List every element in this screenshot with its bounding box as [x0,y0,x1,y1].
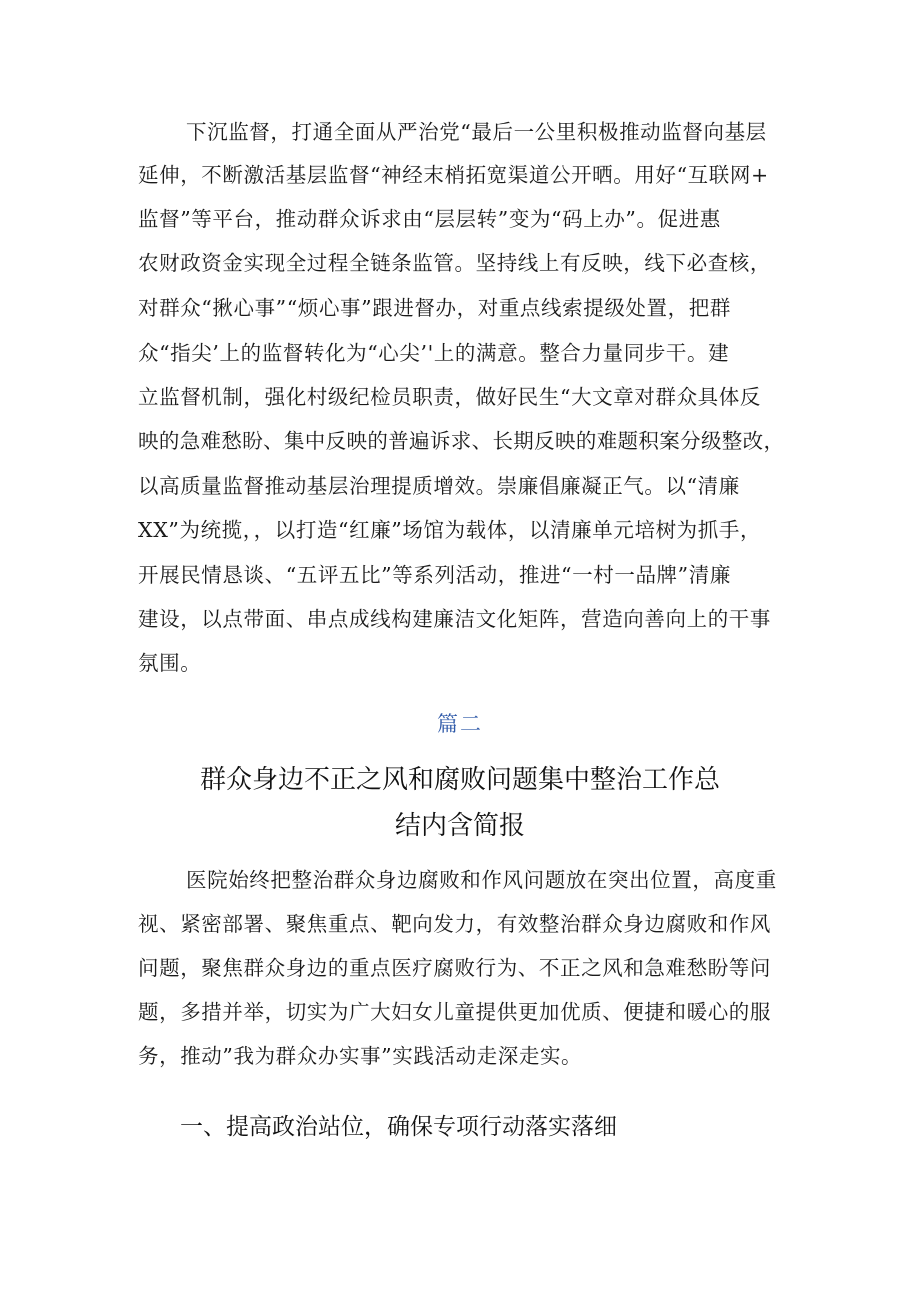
paragraph-2-line: 题，多措并举，切实为广大妇女儿童提供更加优质、便捷和暖心的服 [138,1000,771,1024]
paragraph-2-line: 视、紧密部署、聚焦重点、靶向发力，有效整治群众身边腐败和作风 [138,912,771,936]
paragraph-1-line: 延伸，不断激活基层监督“神经末梢拓宽渠道公开晒。用好“互联网+ [138,163,769,187]
article-title-line-2: 结内含简报 [394,811,525,841]
paragraph-1-line: 众“指尖’上的监督转化为“心尖’'上的满意。整合力量同步干。建 [138,341,730,365]
paragraph-1-line: 开展民情恳谈、“五评五比”等系列活动，推进“一村一品牌”清廉 [138,563,731,587]
paragraph-1-line: 映的急难愁盼、集中反映的普遍诉求、长期反映的难题积案分级整改， [138,429,785,453]
paragraph-1-line: 监督”等平台，推动群众诉求由“层层转”变为“码上办”。促进惠 [138,207,721,231]
paragraph-1-line: 对群众“揪心事”“烦心事”跟进督办，对重点线索提级处置，把群 [138,296,731,320]
paragraph-1-line: 氛围。 [138,651,202,675]
paragraph-1-line: 下沉监督，打通全面从严治党“最后一公里积极推动监督向基层 [186,120,767,144]
section-label: 篇二 [437,712,483,736]
paragraph-1-line: 农财政资金实现全过程全链条监管。坚持线上有反映，线下必查核， [138,251,771,275]
paragraph-2-line: 问题，聚焦群众身边的重点医疗腐败行为、不正之风和急难愁盼等问 [138,956,771,980]
article-title-line-1: 群众身边不正之风和腐败问题集中整治工作总 [199,765,720,795]
paragraph-2-line: 医院始终把整治群众身边腐败和作风问题放在突出位置，高度重 [186,868,777,892]
paragraph-2-line: 务，推动”我为群众办实事”实践活动走深走实。 [138,1044,583,1068]
paragraph-1-line: 立监督机制，强化村级纪检员职责，做好民生“大文章对群众具体反 [138,385,761,409]
paragraph-1-line: XX”为统揽，，以打造“红廉”场馆为载体，以清廉单元培树为抓手， [138,518,762,542]
paragraph-1-line: 以高质量监督推动基层治理提质增效。崇廉倡廉凝正气。以“清廉 [138,474,740,498]
section-heading: 一、提高政治站位，确保专项行动落实落细 [180,1114,617,1140]
paragraph-1-line: 建设，以点带面、串点成线构建廉洁文化矩阵，营造向善向上的干事 [138,607,771,631]
